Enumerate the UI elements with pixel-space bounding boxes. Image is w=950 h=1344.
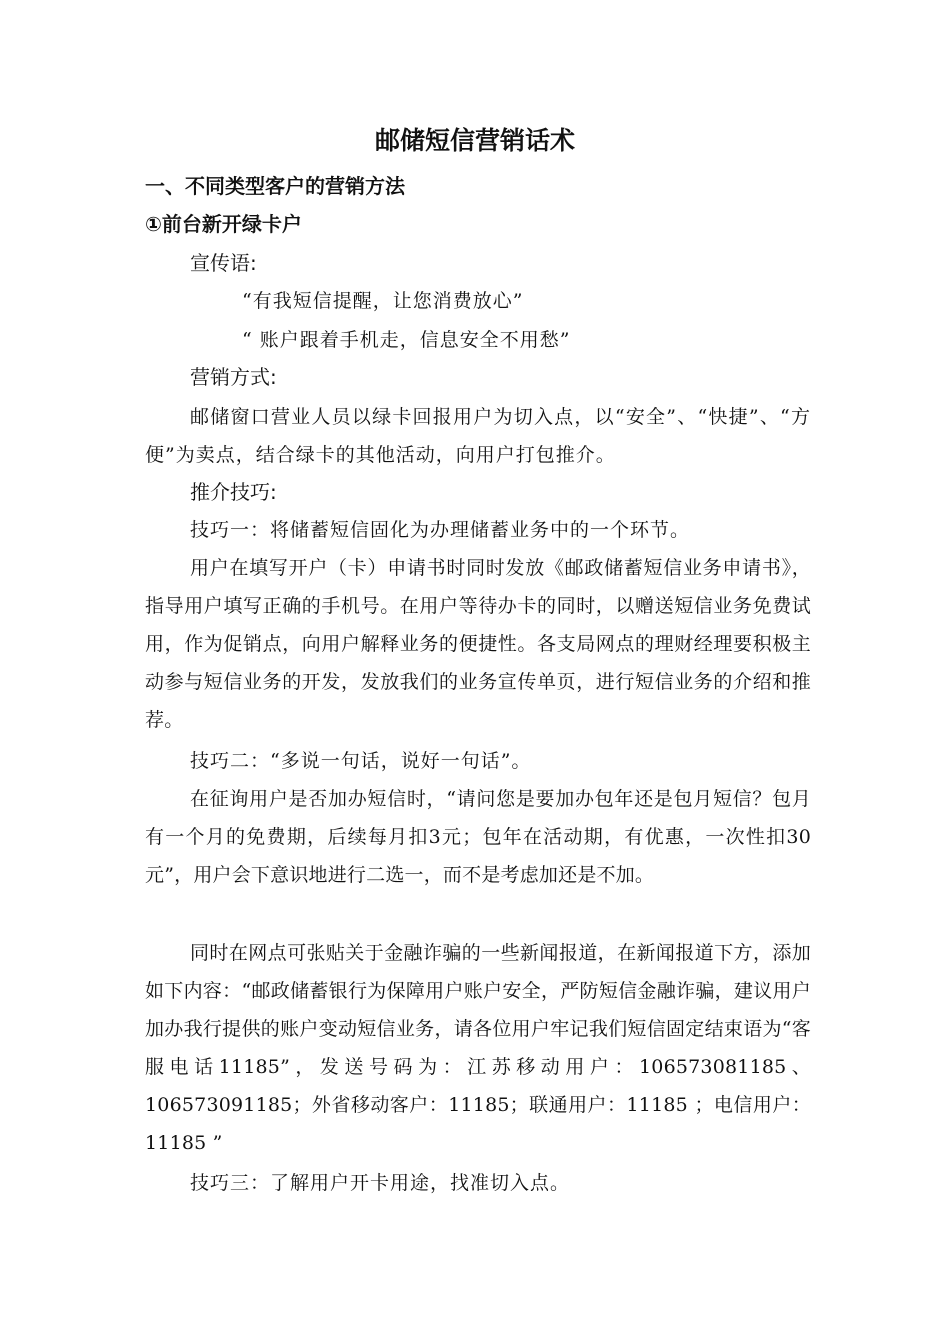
technique-2-title: 技巧二：“多说一句话，说好一句话”。 <box>190 750 532 772</box>
document-title: 邮储短信营销话术 <box>374 126 575 155</box>
section-heading: 一、不同类型客户的营销方法 <box>145 174 405 198</box>
technique-1-title: 技巧一：将储蓄短信固化为办理储蓄业务中的一个环节。 <box>190 519 691 541</box>
slogan-line-1: “有我短信提醒，让您消费放心” <box>242 290 524 312</box>
marketing-method-label: 营销方式: <box>190 365 277 389</box>
technique-2-extra-paragraph: 同时在网点可张贴关于金融诈骗的一些新闻报道，在新闻报道下方，添加如下内容：“邮政储蓄银行为保障用户账户安全，严防短信金融诈骗，建议用户加办我行提供的账户变动短信业务，请各位用户牢记我们短信固定结束语为“客服电话11185”，发送号码为：江苏移动用户：106573081185、106573091185；外省移动客户：11185；联通用户：11185 ；电信用户：11185 ” <box>145 942 811 1154</box>
technique-3-title: 技巧三：了解用户开卡用途，找准切入点。 <box>190 1172 571 1194</box>
marketing-method-paragraph: 邮储窗口营业人员以绿卡回报用户为切入点，以“安全”、“快捷”、“方便”为卖点，结合绿卡的其他活动，向用户打包推介。 <box>145 406 811 466</box>
technique-2-paragraph: 在征询用户是否加办短信时，“请问您是要加办包年还是包月短信？包月有一个月的免费期，后续每月扣3元；包年在活动期，有优惠，一次性扣30元”，用户会下意识地进行二选一，而不是考虑加还是不加。 <box>145 788 811 886</box>
slogan-label: 宣传语: <box>190 251 257 275</box>
technique-1-paragraph: 用户在填写开户（卡）申请书时同时发放《邮政储蓄短信业务申请书》，指导用户填写正确的手机号。在用户等待办卡的同时，以赠送短信业务免费试用，作为促销点，向用户解释业务的便捷性。各支局网点的理财经理要积极主动参与短信业务的开发，发放我们的业务宣传单页，进行短信业务的介绍和推荐。 <box>145 557 811 731</box>
technique-label: 推介技巧: <box>190 480 277 504</box>
slogan-line-2: “ 账户跟着手机走，信息安全不用愁” <box>242 329 571 351</box>
subsection-heading: ①前台新开绿卡户 <box>145 212 302 236</box>
